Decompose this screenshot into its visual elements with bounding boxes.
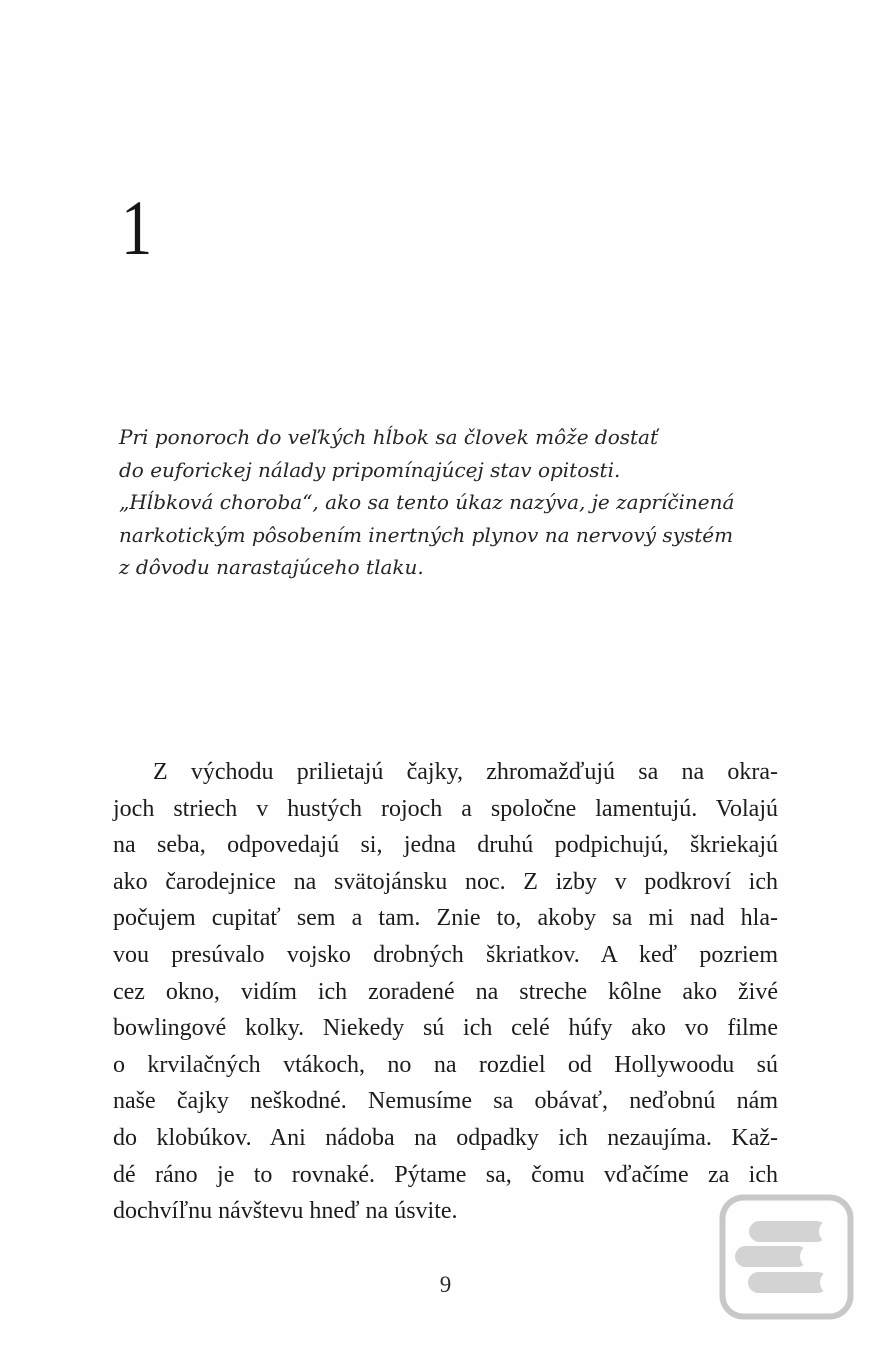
page-number: 9 <box>439 1272 452 1297</box>
publisher-watermark <box>719 1194 854 1320</box>
body-line: dochvíľnu návštevu hneď na úsvite. <box>113 1198 458 1225</box>
body-line: Z východu prilietajú čajky, zhromažďujú sa na okra- <box>153 759 778 785</box>
body-line: naše čajky neškodné. Nemusíme sa obávať, neďobnú nám <box>113 1088 778 1115</box>
epigraph-line: z dôvodu narastajúceho tlaku. <box>119 555 424 579</box>
body-line: na seba, odpovedajú si, jedna druhú podpichujú, škriekajú <box>113 832 778 859</box>
body-paragraph <box>113 754 778 1230</box>
body-line: počujem cupitať sem a tam. Znie to, akoby sa mi nad hla- <box>113 905 778 932</box>
body-line: cez okno, vidím ich zoradené na streche kôlne ako živé <box>113 978 778 1005</box>
body-line: o krvilačných vtákoch, no na rozdiel od Hollywoodu sú <box>113 1051 778 1078</box>
epigraph-line: Pri ponoroch do veľkých hĺbok sa človek môže dostať <box>119 425 659 449</box>
body-line: bowlingové kolky. Niekedy sú ich celé húfy ako vo filme <box>113 1015 778 1042</box>
body-line: joch striech v hustých rojoch a spoločne lamentujú. Volajú <box>113 795 778 822</box>
stacked-books-icon <box>719 1194 854 1320</box>
epigraph-line: „Hĺbková choroba“, ako sa tento úkaz nazýva, je zapríčinená <box>119 490 735 514</box>
body-line: dé ráno je to rovnaké. Pýtame sa, čomu vďačíme za ich <box>113 1161 778 1188</box>
epigraph-line: narkotickým pôsobením inertných plynov na nervový systém <box>119 522 734 547</box>
body-line: ako čarodejnice na svätojánsku noc. Z izby v podkroví ich <box>113 868 778 895</box>
body-line: vou presúvalo vojsko drobných škriatkov. A keď pozriem <box>113 941 778 968</box>
body-line: do klobúkov. Ani nádoba na odpadky ich nezaujíma. Kaž- <box>113 1124 778 1151</box>
epigraph-line: do euforickej nálady pripomínajúcej stav opitosti. <box>119 457 621 482</box>
chapter-number: 1 <box>121 184 153 271</box>
epigraph <box>119 421 735 584</box>
